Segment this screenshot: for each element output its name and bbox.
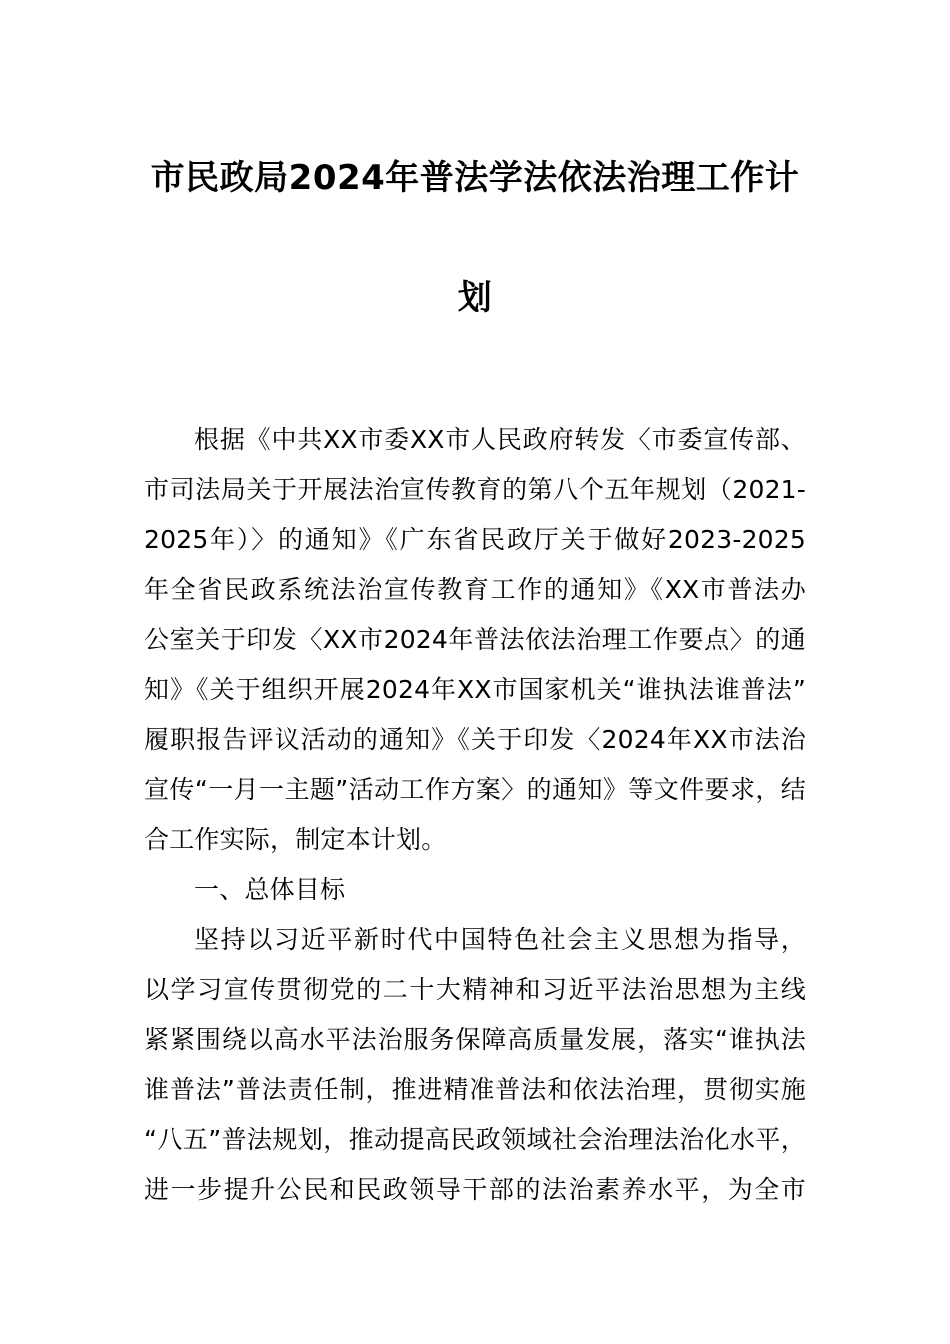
body-line: 根据《中共XX市委XX市人民政府转发〈市委宣传部、 xyxy=(194,425,806,454)
body-line: 合工作实际，制定本计划。 xyxy=(144,825,447,854)
body-line: “八五”普法规划，推动提高民政领域社会治理法治化水平， xyxy=(144,1125,806,1154)
document-title-line-1: 市民政局2024年普法学法依法治理工作计 xyxy=(150,158,800,198)
body-line: 履职报告评议活动的通知》《关于印发〈2024年XX市法治 xyxy=(144,725,806,754)
body-line: 公室关于印发〈XX市2024年普法依法治理工作要点〉的通 xyxy=(144,625,806,654)
body-line: 宣传“一月一主题”活动工作方案〉的通知》等文件要求，结 xyxy=(144,775,806,804)
body-line: 谁普法”普法责任制，推进精准普法和依法治理，贯彻实施 xyxy=(144,1075,806,1104)
body-line: 坚持以习近平新时代中国特色社会主义思想为指导， xyxy=(194,925,806,954)
section-heading: 一、总体目标 xyxy=(194,875,346,904)
body-line: 紧紧围绕以高水平法治服务保障高质量发展，落实“谁执法 xyxy=(144,1025,806,1054)
body-line: 以学习宣传贯彻党的二十大精神和习近平法治思想为主线 xyxy=(144,975,806,1004)
body-line: 年全省民政系统法治宣传教育工作的通知》《XX市普法办 xyxy=(144,575,806,604)
body-line: 2025年）〉的通知》《广东省民政厅关于做好2023-2025 xyxy=(144,525,806,554)
document-title-line-2: 划 xyxy=(457,278,493,318)
body-line: 知》《关于组织开展2024年XX市国家机关“谁执法谁普法” xyxy=(144,675,806,704)
body-line: 进一步提升公民和民政领导干部的法治素养水平，为全市 xyxy=(144,1175,806,1204)
body-line: 市司法局关于开展法治宣传教育的第八个五年规划（2021- xyxy=(144,475,806,504)
